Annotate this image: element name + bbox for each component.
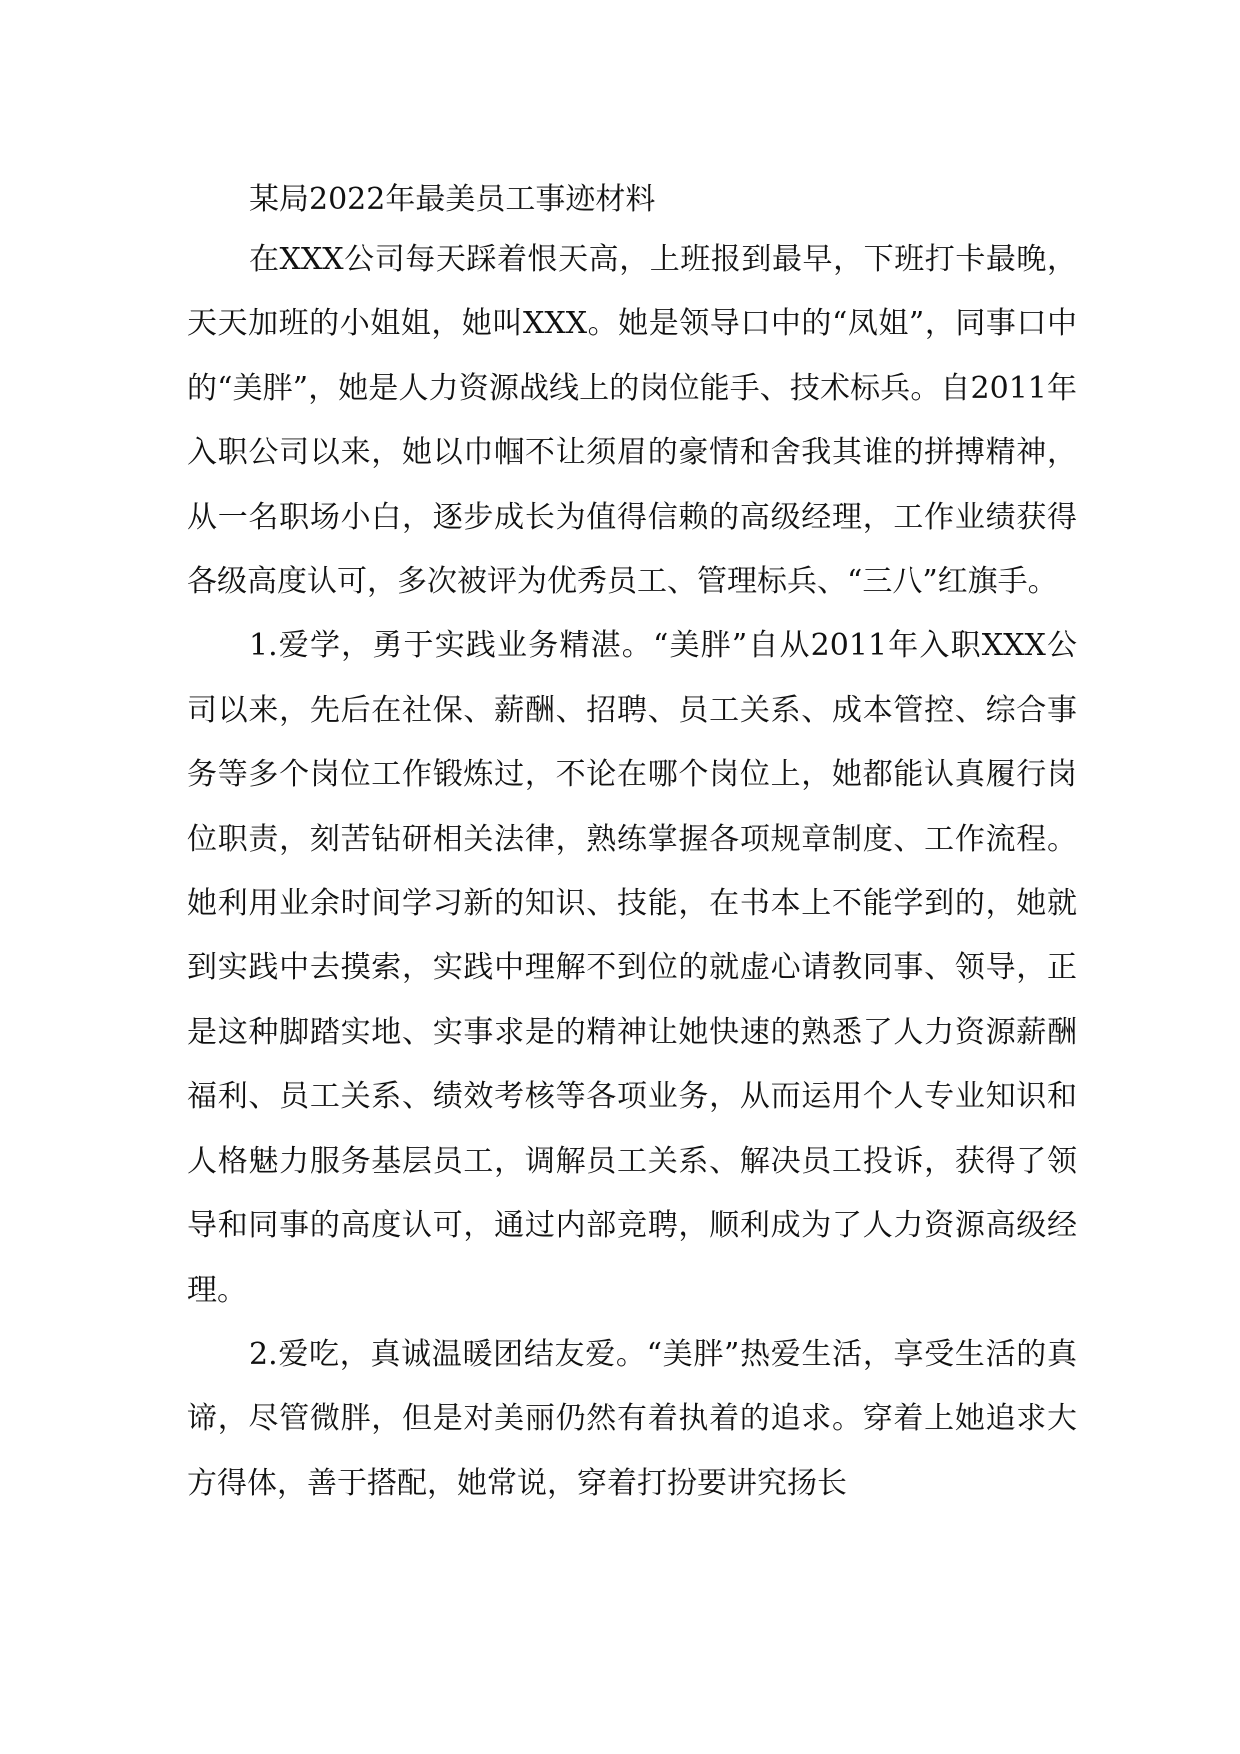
paragraph-intro: 在XXX公司每天踩着恨天高，上班报到最早，下班打卡最晚，天天加班的小姐姐，她叫XXX。她是领导口中的“凤姐”，同事口中的“美胖”，她是人力资源战线上的岗位能手、技术标兵。自2011年入职公司以来，她以巾帼不让须眉的豪情和舍我其谁的拼搏精神，从一名职场小白，逐步成长为值得信赖的高级经理，工作业绩获得各级高度认可，多次被评为优秀员工、管理标兵、“三八”红旗手。 (187, 242, 1077, 600)
document-page (187, 172, 1077, 1516)
paragraph-section-1: 1.爱学，勇于实践业务精湛。“美胖”自从2011年入职XXX公司以来，先后在社保、薪酬、招聘、员工关系、成本管控、综合事务等多个岗位工作锻炼过，不论在哪个岗位上，她都能认真履行岗位职责，刻苦钻研相关法律，熟练掌握各项规章制度、工作流程。她利用业余时间学习新的知识、技能，在书本上不能学到的，她就到实践中去摸索，实践中理解不到位的就虚心请教同事、领导，正是这种脚踏实地、实事求是的精神让她快速的熟悉了人力资源薪酬福利、员工关系、绩效考核等各项业务，从而运用个人专业知识和人格魅力服务基层员工，调解员工关系、解决员工投诉，获得了领导和同事的高度认可，通过内部竞聘，顺利成为了人力资源高级经理。 (187, 628, 1077, 1308)
document-title: 某局2022年最美员工事迹材料 (249, 182, 656, 217)
paragraph-section-2: 2.爱吃，真诚温暖团结友爱。“美胖”热爱生活，享受生活的真谛，尽管微胖，但是对美丽仍然有着执着的追求。穿着上她追求大方得体，善于搭配，她常说，穿着打扮要讲究扬长 (187, 1336, 1077, 1501)
